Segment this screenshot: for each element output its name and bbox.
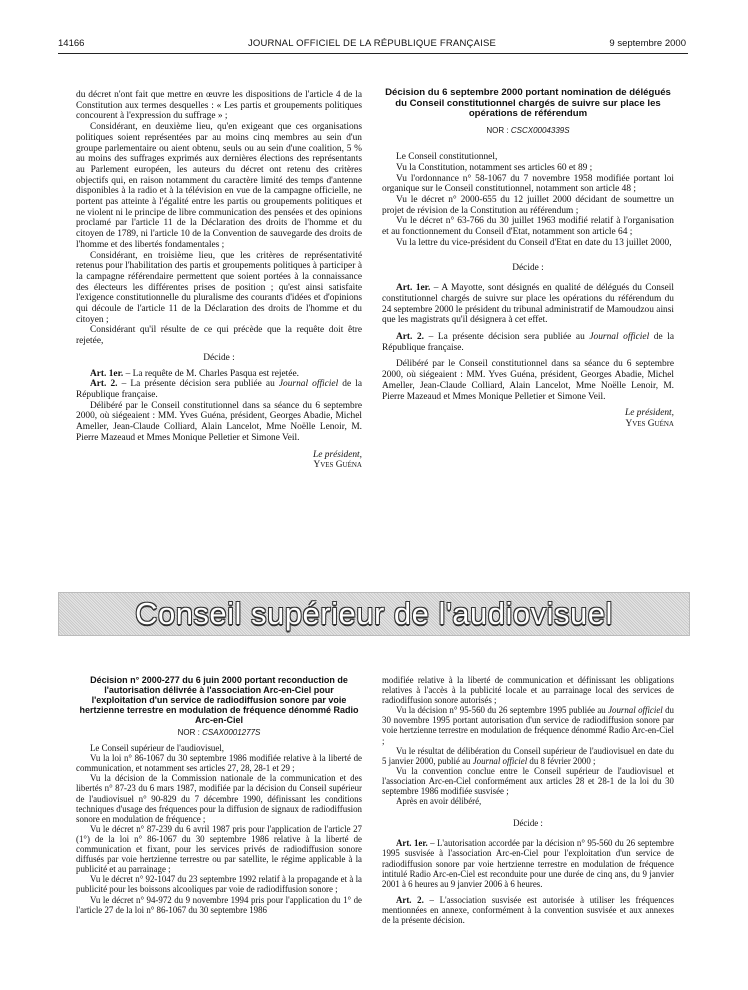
paragraph: Vu la loi n° 86-1067 du 30 septembre 1986 modifiée relative à la liberté de communication, et notamment ses articles 27, 28, 28-1 et 29 ; xyxy=(76,753,362,774)
paragraph: Vu le décret n° 92-1047 du 23 septembre 1992 relatif à la propagande et à la publicité pour les boissons alcooliques par voie de radiodiffusion sonore ; xyxy=(76,874,362,895)
signature-title: Le président, xyxy=(625,408,674,419)
signature-name: Yves Guéna xyxy=(625,418,674,429)
article-1: Art. 1er. – A Mayotte, sont désignés en qualité de délégués du Conseil constitutionnel chargés de suivre sur place les opérations du référendum du 24 septembre 2000 le président du tribunal administratif de Mamoudzou ainsi que les magistrats qu'il désignera à cet effet. xyxy=(382,283,675,326)
right-top-column xyxy=(382,88,674,434)
decide-heading: Décide : xyxy=(203,352,235,363)
paragraph: Le Conseil supérieur de l'audiovisuel, xyxy=(90,743,224,754)
paragraph: Considérant qu'il résulte de ce qui précède que la requête doit être rejetée, xyxy=(76,325,362,347)
article-1: Art. 1er. – L'autorisation accordée par la décision n° 95-560 du 26 septembre 1995 susvisée à l'association Arc-en-Ciel pour l'exploitation d'un service de radiodiffusion sonore par voie hertzienne terrestre en modulation de fréquence intitulé Radio Arc-en-Ciel est reconduite pour une durée de cinq ans, du 9 janvier 2001 à 6 heures au 9 janvier 2006 à 6 heures. xyxy=(382,838,674,889)
page-number: 14166 xyxy=(58,38,85,49)
decision-title: Décision du 6 septembre 2000 portant nomination de délégués du Conseil constitutionnel chargés de suivre sur place les opérations de référendum xyxy=(385,87,671,119)
article-2: Art. 2. – L'association susvisée est autorisée à utiliser les fréquences mentionnées en annexe, conformément à la convention susvisée et aux annexes de la présente décision. xyxy=(382,894,674,925)
header-rule xyxy=(58,53,688,54)
decide-heading: Décide : xyxy=(513,818,543,829)
paragraph: du décret n'ont fait que mettre en œuvre les dispositions de l'article 4 de la Constitution aux termes desquelles : « Les partis et groupements politiques concourent à l'expression du suffrage » ; xyxy=(76,90,362,122)
section-banner xyxy=(58,592,690,636)
paragraph: Vu la Constitution, notamment ses articles 60 et 89 ; xyxy=(396,162,593,173)
signature-name: Yves Guéna xyxy=(313,460,362,471)
paragraph: Vu le décret n° 63-766 du 30 juillet 1963 modifié relatif à l'organisation et au fonctionnement du Conseil d'Etat, notamment son article 64 ; xyxy=(382,216,674,238)
left-top-column xyxy=(76,90,362,475)
journal-title: JOURNAL OFFICIEL DE LA RÉPUBLIQUE FRANÇAISE xyxy=(247,38,497,49)
paragraph: Vu la convention conclue entre le Conseil supérieur de l'audiovisuel et l'association Arc-en-Ciel conformément aux articles 28 et 28-1 de la loi du 30 septembre 1986 modifiée susvisée ; xyxy=(382,765,674,797)
article-2: Art. 2. – La présente décision sera publiée au Journal officiel de la République française. xyxy=(382,332,674,353)
paragraph: Vu le résultat de délibération du Conseil supérieur de l'audiovisuel en date du 5 janvier 2000, publié au Journal officiel du 8 février 2000 ; xyxy=(382,745,674,766)
nor-reference: NOR : CSAX0001277S xyxy=(177,728,261,737)
signature-title: Le président, xyxy=(313,449,362,460)
issue-date: 9 septembre 2000 xyxy=(609,38,686,49)
paragraph: Après en avoir délibéré, xyxy=(396,796,482,807)
paragraph: Vu la lettre du vice-président du Conseil d'Etat en date du 13 juillet 2000, xyxy=(396,237,672,248)
paragraph: modifiée relative à la liberté de communication et définissant les obligations relatives à l'accès à la publicité locale et au parrainage local des services de radiodiffusion sonore autorisés ; xyxy=(382,675,674,706)
paragraph: Vu le décret n° 94-972 du 9 novembre 1994 pris pour l'application du 1° de l'article 27 de la loi n° 86-1067 du 30 septembre 1986 xyxy=(76,894,362,915)
deliberation: Délibéré par le Conseil constitutionnel dans sa séance du 6 septembre 2000, où siégeaient : MM. Yves Guéna, président, Georges Abadie, Michel Ameller, Jean-Claude Colliard, Alain Lancelot, Mme Noëlle Lenoir, M. Pierre Mazeaud et Mmes Monique Pelletier et Simone Veil. xyxy=(76,400,362,443)
paragraph: Vu la décision de la Commission nationale de la communication et des libertés n° 87-23 du 6 mars 1987, modifiée par la décision du Conseil supérieur de l'audiovisuel n° 90-829 du 7 décembre 1990, définissant les conditions techniques d'usage des fréquences pour la diffusion de signaux de radiodiffusion sonore en modulation de fréquence ; xyxy=(76,773,362,824)
article-1: Art. 1er. – La requête de M. Charles Pasqua est rejetée. xyxy=(90,368,299,379)
article-2: Art. 2. – La présente décision sera publiée au Journal officiel de la République française. xyxy=(76,379,362,400)
right-bottom-column xyxy=(382,675,674,925)
paragraph: Vu l'ordonnance n° 58-1067 du 7 novembre 1958 modifiée portant loi organique sur le Conseil constitutionnel, notamment son article 48 ; xyxy=(382,173,674,195)
paragraph: Le Conseil constitutionnel, xyxy=(396,152,498,163)
left-bottom-column xyxy=(76,675,362,915)
page-header xyxy=(58,36,686,52)
decision-title: Décision n° 2000-277 du 6 juin 2000 portant reconduction de l'autorisation délivrée à l'association Arc-en-Ciel pour l'exploitation d'un service de radiodiffusion sonore par voie hertzienne terrestre en modulation de fréquence dénommé Radio Arc-en-Ciel xyxy=(79,675,359,725)
paragraph: Vu le décret n° 87-239 du 6 avril 1987 pris pour l'application de l'article 27 (1°) de la loi n° 86-1067 du 30 septembre 1986 relative à la liberté de communication et fixant, pour les services privés de radiodiffusion sonore diffusés par voie hertzienne terrestre ou par satellite, le régime applicable à la publicité et au parrainage ; xyxy=(76,823,362,875)
section-banner-title: Conseil supérieur de l'audiovisuel xyxy=(135,596,613,631)
deliberation: Délibéré par le Conseil constitutionnel dans sa séance du 6 septembre 2000, où siégeaient : MM. Yves Guéna, président, Georges Abadie, Michel Ameller, Jean-Claude Colliard, Alain Lancelot, Mme Noëlle Lenoir, M. Pierre Mazeaud et Mmes Monique Pelletier et Simone Veil. xyxy=(382,359,674,402)
nor-reference: NOR : CSCX0004339S xyxy=(486,125,570,135)
paragraph: Considérant, en troisième lieu, que les critères de représentativité retenus pour l'habilitation des partis et groupements politiques à participer à la campagne référendaire permettent que soient portées à la connaissance des électeurs les différentes prises de position ; qu'est ainsi satisfaite l'exigence constitutionnelle du pluralisme des courants d'idées et d'opinions qui découle de l'article 11 de la Déclaration des droits de l'homme et du citoyen ; xyxy=(76,250,362,325)
paragraph: Vu le décret n° 2000-655 du 12 juillet 2000 décidant de soumettre un projet de révision de la Constitution au référendum ; xyxy=(382,195,674,216)
decide-heading: Décide : xyxy=(512,262,544,273)
paragraph: Considérant, en deuxième lieu, qu'en exigeant que ces organisations politiques soient représentées par au moins cinq membres au sein d'un groupe parlementaire ou aient obtenu, seuls ou au sein d'une coalition, 5 % au moins des suffrages exprimés aux dernières élections des représentants au Parlement européen, les auteurs du décret ont retenu des critères objectifs qui, en raison notamment du caractère limité des temps d'antenne disponibles à la radio et à la télévision en vue de la campagne officielle, ne portent pas atteinte à l'égalité entre les partis ou groupements politiques et ne violent ni le principe de libre communication des pensées et des opinions proclamé par l'article 11 de la Déclaration des droits de l'homme et du citoyen de 1789, ni l'article 10 de la Convention de sauvegarde des droits de l'homme et des libertés fondamentales ; xyxy=(76,122,362,250)
paragraph: Vu la décision n° 95-560 du 26 septembre 1995 publiée au Journal officiel du 30 novembre 1995 portant autorisation d'un service de radiodiffusion sonore par voie hertzienne terrestre en modulation de fréquence dénommé Radio Arc-en-Ciel ; xyxy=(382,705,674,746)
